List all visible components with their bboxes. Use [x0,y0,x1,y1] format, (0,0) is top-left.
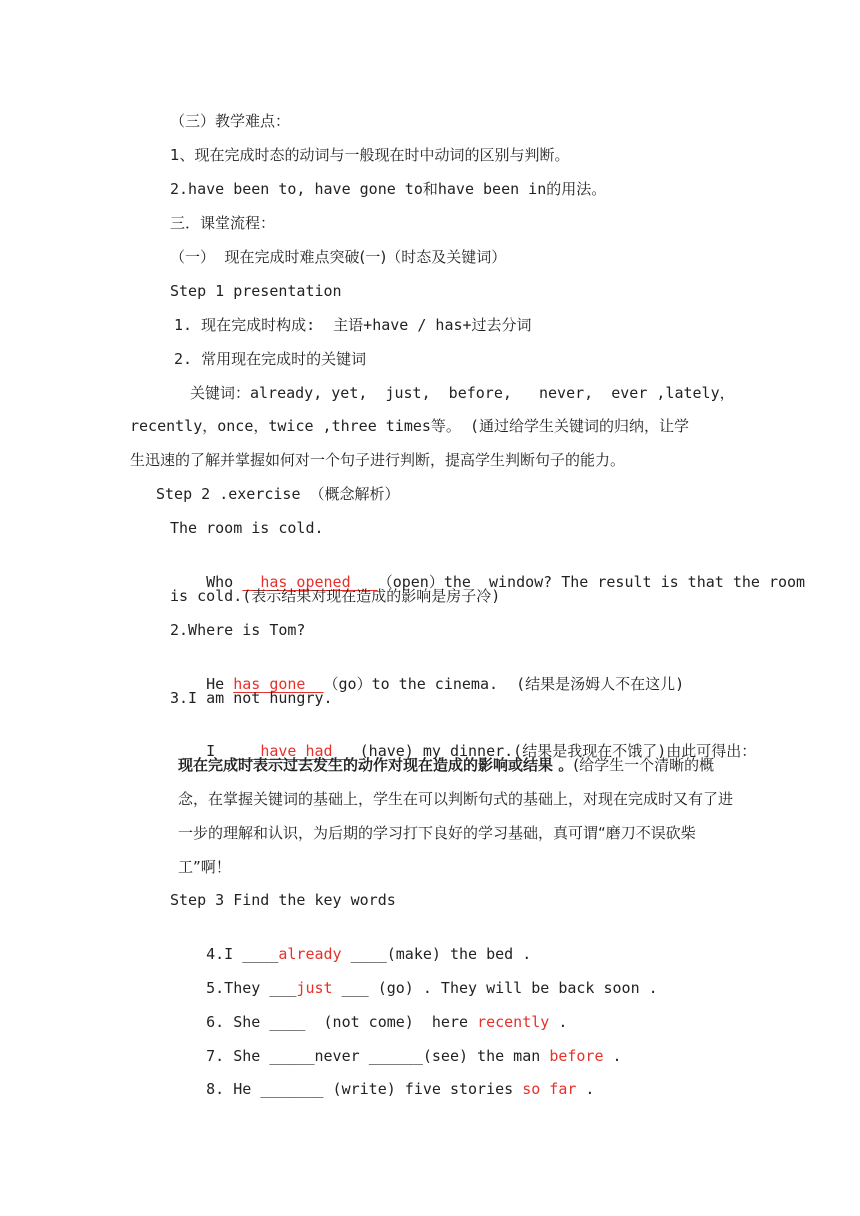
step-3-heading: Step 3 Find the key words [170,891,396,909]
point-1: 1. 现在完成时构成: 主语+have / has+过去分词 [174,316,532,334]
example-1-continuation: is cold.(表示结果对现在造成的影响是房子冷) [170,587,501,605]
section-heading-difficulties: （三）教学难点： [170,112,291,130]
exercise-6-keyword: recently [477,1013,550,1031]
subsection-heading: （一） 现在完成时难点突破(一)（时态及关键词） [170,248,507,266]
exercise-7-pre: 7. She [206,1047,270,1065]
example-3-pre: I [206,742,234,760]
difficulty-item-2: 2.have been to, have gone to和have been in的用法。 [170,180,607,198]
exercise-5-post: (go) . They will be back soon . [368,979,658,997]
point-2: 2. 常用现在完成时的关键词 [174,350,367,368]
blank: _____never [269,1047,369,1065]
conclusion-bold: 现在完成时表示过去发生的动作对现在造成的影响或结果 。 [178,756,574,774]
example-3-prompt: 3.I am not hungry. [170,689,333,707]
example-1-post: （open）the window? The result is that the room [377,573,806,591]
example-1-answer: has opened [260,573,351,591]
example-2-pre: He [206,675,234,693]
blank: _______ [260,1080,324,1098]
blank: ___ [332,979,369,997]
example-3-answer: have had [260,742,333,760]
blank: ____ [341,945,387,963]
example-1-pre: Who [206,573,243,591]
keywords-line-1: 关键词：already, yet, just, before, never, ever ,lately， [190,384,735,402]
exercise-4-post: (make) the bed . [386,945,532,963]
step-1-heading: Step 1 presentation [170,282,342,300]
exercise-8 [170,1059,594,1119]
keywords-line-2: recently，once，twice ,three times等。 (通过给学生关键词的归纳，让学 [130,417,689,435]
difficulty-item-1: 1、现在完成时态的动词与一般现在时中动词的区别与判断。 [170,146,570,164]
conclusion-explanation: (给学生一个清晰的概念，在掌握关键词的基础上，学生在可以判断句式的基础上，对现在完成时又有了进一步的理解和认识，为后期的学习打下良好的学习基础，真可谓“磨刀不误砍柴工”啊！ [178,756,734,876]
exercise-6-pre: 6. She [206,1013,270,1031]
exercise-4-keyword: already [278,945,342,963]
exercise-5-keyword: just [296,979,333,997]
exercise-8-pre: 8. He [206,1080,261,1098]
exercise-6-post: . [549,1013,568,1031]
keywords-line-3: 生迅速的了解并掌握如何对一个句子进行判断，提高学生判断句子的能力。 [130,451,626,469]
step-2-heading: Step 2 .exercise （概念解析） [156,485,400,503]
exercise-5-pre: 5.They [206,979,270,997]
exercise-8-mid: (write) five stories [323,1080,523,1098]
blank: ______ [368,1047,423,1065]
exercise-7-mid: (see) the man [422,1047,550,1065]
exercise-8-keyword: so far [522,1080,577,1098]
blank: ____ [269,1013,306,1031]
example-2-answer: has gone [233,675,306,693]
exercise-7-post: . [603,1047,622,1065]
conclusion-paragraph [178,748,734,884]
blank: ___ [269,979,297,997]
exercise-6-mid: (not come) here [305,1013,478,1031]
exercise-8-post: . [576,1080,595,1098]
exercise-7-keyword: before [549,1047,604,1065]
section-heading-process: 三．课堂流程： [170,214,276,232]
example-1-prompt: The room is cold. [170,519,324,537]
example-3-post: (have) my dinner.(结果是我现在不饿了)由此可得出： [350,742,757,760]
example-2-post: （go）to the cinema. (结果是汤姆人不在这儿) [323,675,685,693]
example-2-prompt: 2.Where is Tom? [170,621,306,639]
blank: ____ [242,945,279,963]
exercise-4-pre: 4.I [206,945,243,963]
